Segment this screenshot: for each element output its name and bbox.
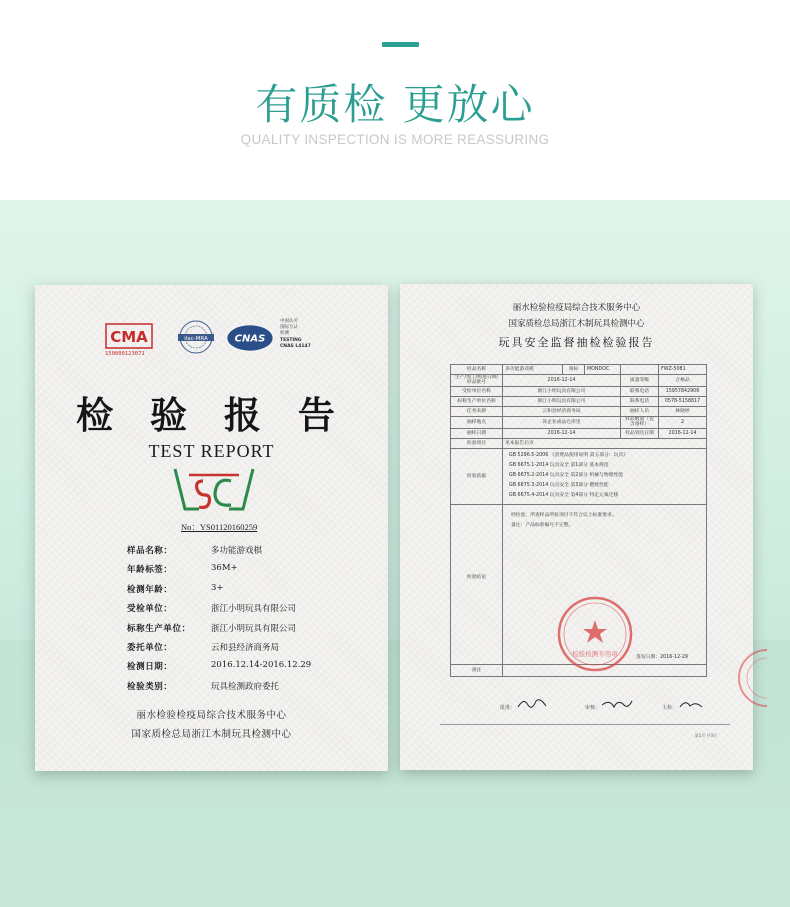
cma-icon <box>105 323 153 349</box>
table-row <box>451 375 707 386</box>
table-cell: 生产/加工/购进日期/样品批号 <box>451 375 503 386</box>
ilac-mra-icon <box>175 319 217 357</box>
signature-scribble <box>600 697 634 711</box>
table-cell: 抽样人员 <box>621 406 659 416</box>
table-cell: 联系电话 <box>621 386 659 396</box>
issuing-org-2: 国家质检总局浙江木制玩具检测中心 <box>131 729 292 740</box>
table-cell: 任务来源 <box>451 406 503 416</box>
field-label: 检测年龄： <box>127 584 173 595</box>
table-cell: 商标 <box>563 365 585 375</box>
table-cell: 合格品 <box>659 375 707 386</box>
table-cell: 样品到达日期 <box>621 428 659 438</box>
field-row <box>127 563 367 582</box>
cnas-icon <box>225 323 275 353</box>
table-cell: 林晓婷 <box>659 406 707 416</box>
table-cell: 样品数量（包含备样） <box>621 417 659 428</box>
table-cell: MONDOC <box>585 365 621 375</box>
table-row <box>451 406 707 416</box>
inspection-report-page <box>400 284 753 770</box>
cnas-text-line: TESTING <box>280 337 302 343</box>
footnote-lines <box>440 724 730 725</box>
table-cell: 浙江小明玩具有限公司 <box>503 396 621 406</box>
field-value: 2016.12.14-2016.12.29 <box>211 660 312 671</box>
field-label: 样品名称： <box>127 546 173 556</box>
field-row <box>127 660 367 679</box>
table-row <box>451 428 707 438</box>
footnote-rule <box>440 724 730 725</box>
table-cell: 15957842906 <box>659 386 707 396</box>
table-cell: FWZ-5081 <box>659 365 707 375</box>
review-label: 审核： <box>585 705 601 711</box>
svg-text:CNAS: CNAS <box>234 333 266 345</box>
isc-emblem-icon <box>169 465 259 513</box>
field-row <box>127 583 367 602</box>
page-number: 第1页 共3页 <box>694 733 717 738</box>
field-label: 检测日期： <box>127 662 173 673</box>
table-cell: 云和县经济商务局 <box>503 406 621 416</box>
table-row <box>451 438 707 448</box>
svg-text:CMA: CMA <box>110 328 148 346</box>
table-cell: 备注 <box>451 664 503 676</box>
signature-scribble <box>516 697 550 711</box>
table-cell: 该企业成品仓库里 <box>503 417 621 428</box>
issuing-org-2: 国家质检总局浙江木制玩具检测中心 <box>508 319 645 329</box>
test-report-cover <box>35 285 388 771</box>
conclusion-label: 检验结论 <box>466 574 487 580</box>
cnas-text-line: 检测 <box>280 331 289 337</box>
field-row <box>127 622 367 641</box>
table-row <box>451 396 707 406</box>
table-cell: 联系电话 <box>621 396 659 406</box>
table-cell: 标称生产单位名称 <box>451 396 503 406</box>
standard-item: GB 5296.5-2006 《消费品使用说明 第五部分：玩具》 <box>509 453 629 459</box>
conclusion-line: 经检验，所查样品所检项目不符合以上标准要求。 <box>511 512 617 518</box>
table-row <box>451 417 707 428</box>
field-label: 受检单位： <box>127 604 173 615</box>
table-cell: 2016-12-14 <box>503 375 621 386</box>
table-row <box>451 386 707 396</box>
field-row <box>127 641 367 660</box>
table-cell: 见本报告后页 <box>503 438 707 448</box>
field-value: 浙江小明玩具有限公司 <box>211 604 297 615</box>
report-fields <box>127 544 367 699</box>
accreditation-logos <box>105 319 335 359</box>
field-value: 36M+ <box>211 563 238 574</box>
issuing-org-1: 丽水检验检疫局综合技术服务中心 <box>136 710 287 721</box>
field-value: 多功能游戏棋 <box>211 546 263 556</box>
inspection-seal-icon <box>555 594 635 674</box>
table-cell: 0578-5158817 <box>659 396 707 406</box>
field-row <box>127 680 367 699</box>
table-cell <box>621 365 659 375</box>
table-cell: 检验依据 <box>451 448 503 504</box>
table-row <box>451 365 707 375</box>
cnas-text-line: 中国认可 <box>280 319 298 324</box>
table-cell <box>503 448 707 504</box>
report-title: 玩具安全监督抽检检验报告 <box>498 336 655 349</box>
table-cell <box>451 504 503 664</box>
chief-label: 主检： <box>662 705 678 711</box>
accent-bar <box>382 42 419 47</box>
sign-date: 签发日期：2016-12-29 <box>636 654 688 660</box>
standard-item: GB 6675.2-2014 玩具安全 第2部分 机械与物理性能 <box>509 473 624 479</box>
table-cell: 质量等级 <box>621 375 659 386</box>
svg-text:ilac-MRA: ilac-MRA <box>184 335 208 342</box>
field-value: 浙江小明玩具有限公司 <box>211 623 297 634</box>
issuing-org-1: 丽水检验检疫局综合技术服务中心 <box>512 303 641 313</box>
field-label: 委托单位： <box>127 642 173 653</box>
field-label: 标称生产单位： <box>127 623 191 634</box>
table-row <box>451 448 707 504</box>
cnas-text-line: CNAS L4147 <box>280 343 311 349</box>
table-cell: 多功能游戏棋 <box>503 365 563 375</box>
field-label: 年龄标签： <box>127 565 173 576</box>
table-cell: 2016-12-14 <box>503 428 621 438</box>
cma-number: 150000123071 <box>105 351 145 357</box>
page-subtitle: QUALITY INSPECTION IS MORE REASSURING <box>240 132 550 147</box>
field-value: 3+ <box>211 582 224 593</box>
seal-text: 检验检测专用章 <box>572 650 618 658</box>
standards-list <box>505 451 704 501</box>
field-label: 检验类别： <box>127 681 173 692</box>
table-cell: 样品名称 <box>451 365 503 375</box>
conclusion-text <box>511 511 681 531</box>
signature-scribble <box>678 697 706 711</box>
cnas-text-line: 国际互认 <box>280 325 298 331</box>
field-row <box>127 602 367 621</box>
report-number: No：YS01120160259 <box>181 522 258 532</box>
approve-label: 批准： <box>500 705 516 711</box>
cnas-accreditation-text <box>280 319 340 350</box>
table-cell: 抽样地点 <box>451 417 503 428</box>
table-cell: 浙江小明玩具有限公司 <box>503 386 621 396</box>
table-cell: 检验项目 <box>451 438 503 448</box>
table-cell: 2016-12-14 <box>659 428 707 438</box>
report-title: 检 验 报 告 <box>76 393 347 437</box>
edge-seal-icon <box>735 648 769 708</box>
table-cell: 2 <box>659 417 707 428</box>
standard-item: GB 6675.4-2014 玩具安全 第4部分 特定元素迁移 <box>509 493 619 499</box>
field-row <box>127 544 367 563</box>
conclusion-line: 备注：产品标准编号不完整。 <box>511 522 574 528</box>
standard-item: GB 6675.1-2014 玩具安全 第1部分 基本规范 <box>509 463 609 469</box>
table-cell: 抽样日期 <box>451 428 503 438</box>
field-value: 玩具检测政府委托 <box>211 681 280 692</box>
field-value: 云和县经济商务局 <box>211 642 280 653</box>
standard-item: GB 6675.3-2014 玩具安全 第3部分 燃烧性能 <box>509 483 609 489</box>
report-title-en: TEST REPORT <box>148 441 275 461</box>
page-title: 有质检 更放心 <box>255 80 535 129</box>
table-cell: 受检单位名称 <box>451 386 503 396</box>
